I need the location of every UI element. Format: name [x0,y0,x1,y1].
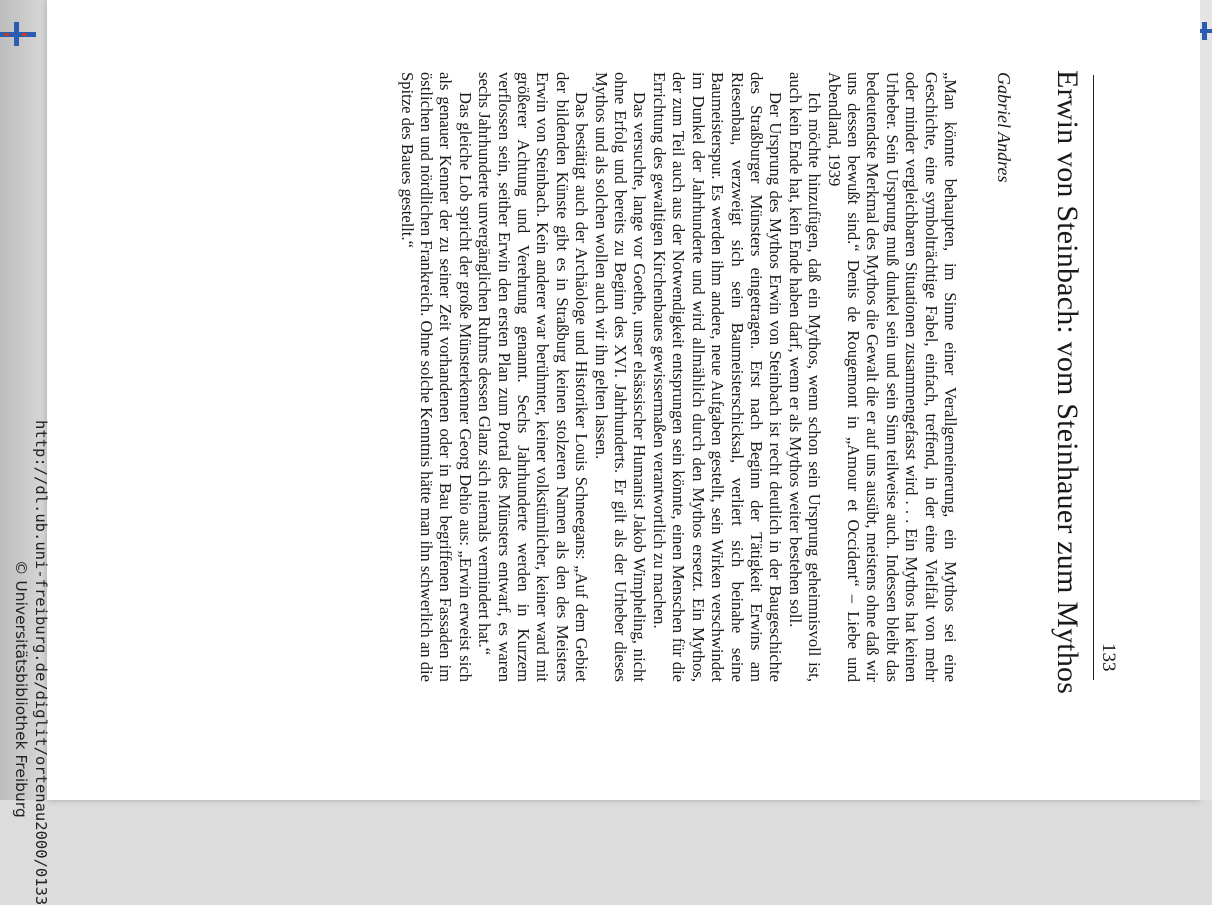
source-url[interactable]: http://dl.ub.uni-freiburg.de/diglit/ortenau2000/0133 [32,420,50,905]
article-title: Erwin von Steinbach: vom Steinhauer zum Mythos [1051,70,1084,695]
paragraph: Das gleiche Lob spricht der große Münsterkenner Georg Dehio aus: „Erwin erweist sich als genauer Kenner der zu seiner Zeit vorhandenen oder in Bau begriffenen Fassaden im östlichen und nördlichen Frankreich. Ohne solche Kenntnis hätte man ihn schwerlich an die Spitze des Baues gestellt.“ [397,72,475,682]
paragraph: Das versuchte, lange vor Goethe, unser elsässischer Humanist Jakob Wimpheling, nicht ohne Erfolg und bereits zu Beginn des XVI. Jahrhunderts. Er gilt als der Urheber dieses Mythos und als solchen wollen auch wir ihn gelten lassen. [591,72,650,682]
page-number: 133 [1098,643,1119,672]
article-author: Gabriel Andres [994,72,1014,183]
article-body [397,72,960,682]
paragraph: Ich möchte hinzufügen, daß ein Mythos, wenn schon sein Ursprung geheimnisvoll ist, auch kein Ende hat, kein Ende haben darf, wenn er als Mythos weiter bestehen soll. [785,72,825,682]
paragraph: „Man könnte behaupten, im Sinne einer Verallgemeinerung, ein Mythos sei eine Geschichte, eine symbolträchtige Fabel, einfach, treffend, in der eine Vielfalt von mehr oder minder vergleichbaren Situationen zusammengefasst wird . . . Ein Mythos hat keinen Urheber. Sein Ursprung muß dunkel sein und sein Sinn teilweise auch. Indessen bleibt das bedeutendste Merkmal des Mythos die Gewalt die er auf uns ausübt, meistens ohne daß wir uns dessen bewußt sind.“ Denis de Rougemont in „Amour et Occident“ – Liebe und Abendland, 1939 [824,72,960,682]
paragraph: Das bestätigt auch der Archäologe und Historiker Louis Schneegans: „Auf dem Gebiet der bildenden Künste gibt es in Straßburg keinen stolzeren Namen als den des Meisters Erwin von Steinbach. Kein anderer war berühmter, keiner volkstümlicher, keiner ward mit größerer Achtung und Verehrung genannt. Sechs Jahrhunderte werden in Kurzem verflossen sein, seither Erwin den ersten Plan zum Portal des Münsters entwarf, es waren sechs Jahrhunderte unvergänglichen Ruhms dessen Glanz sich niemals vermindert hat.“ [475,72,592,682]
header-rule [1093,75,1094,680]
copyright-notice: © Universitätsbibliothek Freiburg [12,560,30,818]
paragraph: Der Ursprung des Mythos Erwin von Steinbach ist recht deutlich in der Baugeschichte des Straßburger Münsters eingetragen. Erst nach Beginn der Tätigkeit Erwins am Riesenbau, verzweigt sich sein Baumeisterschicksal, verliert sich beinahe seine Baumeisterspur. Es werden ihm andere, neue Aufgaben gestellt, sein Wirken verschwindet im Dunkel der Jahrhunderte und wird allmählich durch den Mythos ersetzt. Ein Mythos, der zum Teil auch aus der Notwendigkeit entsprungen sein könnte, einen Menschen für die Errichtung des gewaltigen Kirchenbaues gewissermaßen verantwortlich zu machen. [649,72,786,682]
